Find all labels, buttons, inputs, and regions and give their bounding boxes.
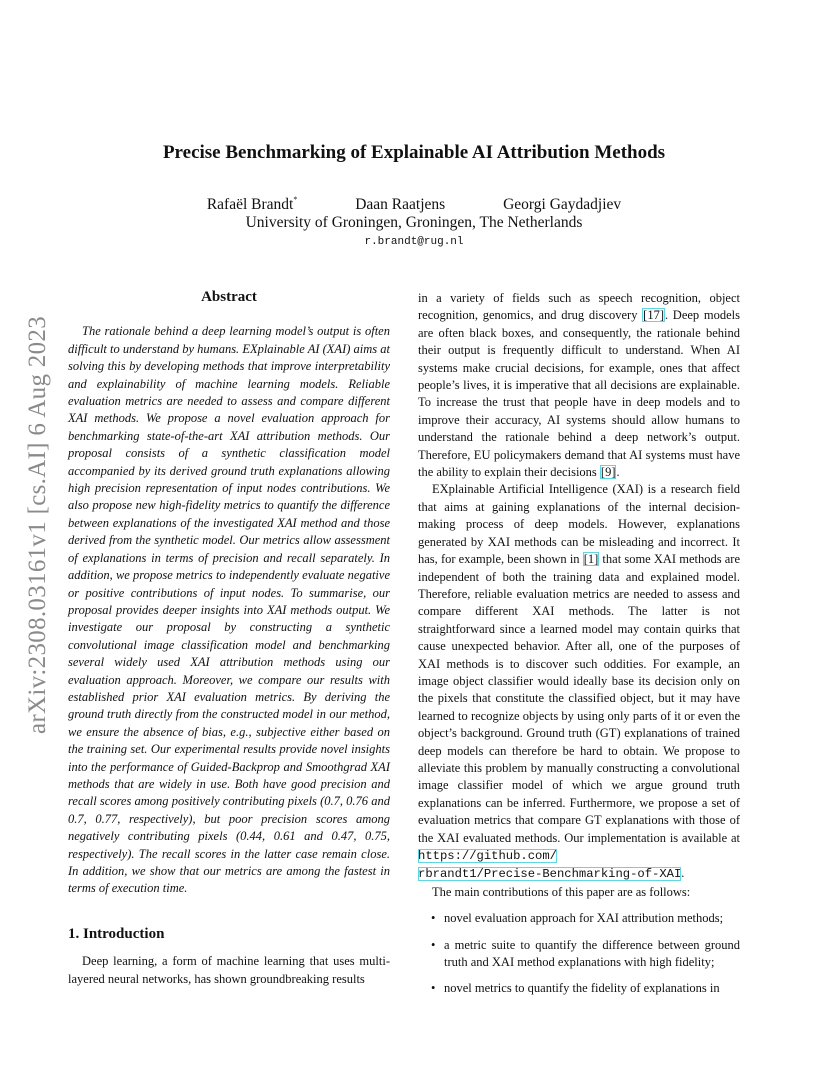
corresponding-author-mark: * xyxy=(293,195,298,204)
author-list xyxy=(0,195,828,214)
arxiv-identifier: arXiv:2308.03161v1 [cs.AI] 6 Aug 2023 xyxy=(24,316,51,734)
list-item: • a metric suite to quantify the difference between ground truth and XAI method explanations with high fidelity; xyxy=(431,937,740,970)
contributions-list xyxy=(418,910,740,998)
author-1: Rafaël Brandt* xyxy=(206,195,298,213)
intro-paragraph-1-continued: in a variety of fields such as speech recognition, object recognition, genomics, and drug discovery [17]. Deep models are often black boxes, and consequently, the rationale behind their output is frequently difficult to understand. When AI systems make crucial decisions, for example, ones that affect people’s lives, it is imperative that all decisions are explainable. To increase the trust that people have in deep models and to improve their accuracy, AI systems should allow humans to understand the rationale behind a deep network’s output. Therefore, EU policymakers demand that AI systems must have the ability to explain their decisions [9]. xyxy=(418,291,740,480)
abstract-heading: Abstract xyxy=(201,289,257,305)
list-item: • novel evaluation approach for XAI attribution methods; xyxy=(418,910,740,927)
bullet-icon: • xyxy=(431,937,436,952)
contact-email: r.brandt@rug.nl xyxy=(364,236,464,248)
intro-paragraph-3: The main contributions of this paper are as follows: xyxy=(432,884,691,899)
citation-1[interactable]: [1] xyxy=(583,552,599,567)
author-3: Georgi Gaydadjiev xyxy=(503,196,622,213)
paper-title: Precise Benchmarking of Explainable AI Attribution Methods xyxy=(162,142,666,163)
intro-paragraph-1-start: Deep learning, a form of machine learning that uses multi-layered neural networks, has shown groundbreaking results xyxy=(68,954,390,986)
right-column xyxy=(418,290,740,1007)
bullet-icon: • xyxy=(431,911,436,926)
citation-9[interactable]: [9] xyxy=(600,465,616,480)
arxiv-sidebar-stamp xyxy=(18,295,58,755)
bullet-icon: • xyxy=(431,981,436,996)
list-item: • novel metrics to quantify the fidelity of explanations in xyxy=(418,980,740,997)
left-column xyxy=(68,289,390,988)
affiliation: University of Groningen, Groningen, The Netherlands xyxy=(245,214,583,231)
github-link[interactable]: https://github.com/ rbrandt1/Precise-Benchmarking-of-XAI xyxy=(418,849,682,882)
author-2: Daan Raatjens xyxy=(355,196,446,213)
intro-paragraph-2: EXplainable Artificial Intelligence (XAI) is a research field that aims at gaining explanations of the internal decision-making process of deep models. However, explanations generated by XAI methods can be misleading and incorrect. It has, for example, been shown in [1] that some XAI methods are independent of both the training data and explained model. Therefore, reliable evaluation metrics are needed to assess and compare different XAI methods. The latter is not straightforward since a learned model may contain quirks that cause unexpected behavior. After all, one of the purposes of XAI methods is to discover such oddities. For example, an image object classifier would ideally base its decision only on the pixels that constitute the classified object, but it may have learned to recognize objects by using only parts of it or even the object’s background. Ground truth (GT) explanations of trained deep models can therefore be hard to obtain. We propose to alleviate this problem by manually constructing a convolutional image classifier model of which we argue ground truth explanations can be inferred. Furthermore, we propose a set of evaluation metrics that compare GT explanations with those of the XAI evaluated methods. Our implementation is available at https://github.com/ rbrandt1/Precise-Benchmarking-of-XAI. xyxy=(418,482,740,882)
introduction-heading: 1. Introduction xyxy=(68,925,165,942)
abstract-body: The rationale behind a deep learning model’s output is often difficult to understand by humans. EXplainable AI (XAI) aims at solving this by developing methods that improve interpretability and explainability of machine learning models. Reliable evaluation metrics are needed to assess and compare different XAI methods. We propose a novel evaluation approach for benchmarking state-of-the-art XAI attribution methods. Our proposal consists of a synthetic classification model accompanied by its derived ground truth explanations allowing high precision representation of input nodes contributions. We also propose new high-fidelity metrics to quantify the difference between explanations of the investigated XAI method and those derived from the synthetic model. Our metrics allow assessment of explanations in terms of precision and recall separately. In addition, we propose metrics to independently evaluate negative or positive contributions of input nodes. To summarise, our proposal provides deeper insights into XAI methods output. We investigate our proposal by constructing a synthetic convolutional image classification model and benchmarking several widely used XAI attribution methods using our evaluation approach. Moreover, we compare our results with established prior XAI evaluation metrics. By deriving the ground truth directly from the constructed model in our method, we ensure the absence of bias, e.g., subjective either based on the training set. Our experimental results provide novel insights into the performance of Guided-Backprop and Smoothgrad XAI methods that are widely in use. Both have good precision and recall scores among positively contributing pixels (0.7, 0.76 and 0.7, 0.77, respectively), but poor precision scores among negatively contributing pixels (0.44, 0.61 and 0.47, 0.75, respectively). The recall scores in the latter case remain close. In addition, we show that our metrics are among the fastest in terms of execution time. xyxy=(68,324,390,896)
citation-17[interactable]: [17] xyxy=(643,308,664,323)
